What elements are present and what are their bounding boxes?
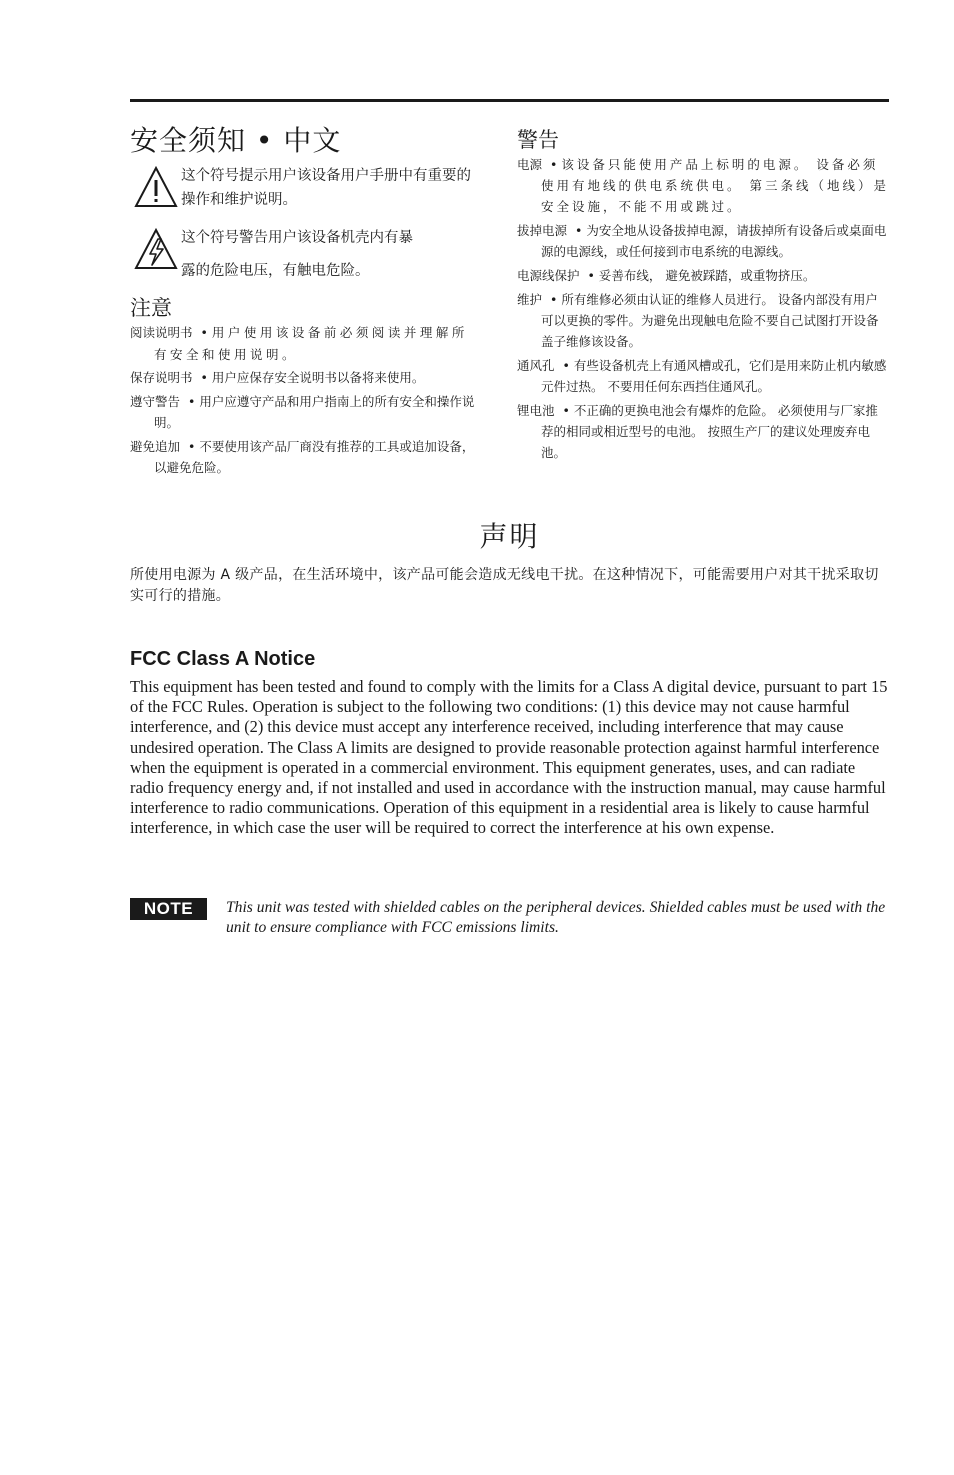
- warning-item: [517, 220, 889, 262]
- caution-text: 用户应遵守产品和用户指南上的所有安全和操作说明。: [154, 393, 475, 430]
- warning-item: [517, 289, 889, 352]
- bullet: •: [200, 325, 208, 340]
- caution-text: 不要使用该产品厂商没有推荐的工具或追加设备，以避免危险。: [154, 438, 475, 475]
- bullet: •: [188, 393, 196, 409]
- note-badge: NOTE: [130, 898, 207, 920]
- declaration-body: 所使用电源为 A 级产品，在生活环境中，该产品可能会造成无线电干扰。在这种情况下，可能需要用户对其干扰采取切实可行的措施。: [130, 567, 879, 604]
- lightning-triangle-icon: [134, 228, 178, 270]
- caution-title: 注意: [130, 296, 172, 320]
- warning-term: 锂电池: [517, 403, 555, 418]
- caution-item: [130, 367, 475, 389]
- warning-text: 妥善布线， 避免被踩踏，或重物挤压。: [598, 268, 816, 283]
- bullet: •: [550, 157, 558, 172]
- warning-text: 有些设备机壳上有通风槽或孔，它们是用来防止机内敏感元件过热。 不要用任何东西挡住通风孔。: [541, 358, 887, 394]
- note-text: This unit was tested with shielded cables on the peripheral devices. Shielded cables must be used with the unit to ensure compliance with FCC emissions limits.: [226, 899, 886, 937]
- warning-column: [517, 126, 889, 466]
- bullet: •: [587, 268, 595, 283]
- warning-item: [517, 355, 889, 397]
- warning-term: 拔掉电源: [517, 223, 568, 238]
- warning-term: 电源: [517, 157, 543, 172]
- caution-item: [130, 391, 475, 434]
- warning-term: 电源线保护: [517, 268, 580, 283]
- warning-item: [517, 154, 889, 217]
- fcc-title: FCC Class A Notice: [130, 648, 316, 670]
- warning-item: [517, 265, 889, 286]
- warning-item: [517, 400, 889, 463]
- warning-text: 为安全地从设备拔掉电源，请拔掉所有设备后或桌面电源的电源线，或任何接到市电系统的电源线。: [541, 223, 887, 259]
- fcc-body: This equipment has been tested and found to comply with the limits for a Class A digital device, pursuant to part 15 of the FCC Rules. Operation is subject to the following two conditions: (1) this device may not cause harmful interference, and (2) this device must accept any interference received, including interference that may cause undesired operation. The Class A limits are designed to provide reasonable protection against harmful interference when the equipment is operated in a commercial environment. This equipment generates, uses, and can radiate radio frequency energy and, if not installed and used in accordance with the instruction manual, may cause harmful interference to radio communications. Operation of this equipment in a residential area is likely to cause harmful interference, in which case the user will be required to correct the interference at his own expense.: [130, 677, 888, 838]
- top-rule: [130, 99, 889, 102]
- caution-term: 阅读说明书: [130, 325, 193, 340]
- bullet: •: [200, 370, 208, 385]
- warning-term: 通风孔: [517, 358, 555, 373]
- voltage-symbol-row: [130, 226, 475, 282]
- bullet: •: [562, 358, 570, 373]
- caution-term: 避免追加: [130, 438, 181, 454]
- warning-symbol-row: [130, 164, 475, 216]
- warning-text: 所有维修必须由认证的维修人员进行。 设备内部没有用户可以更换的零件。为避免出现触电危险不要自己试图打开设备盖子维修该设备。: [541, 292, 879, 349]
- caution-item: [130, 322, 475, 365]
- warning-symbol-text: 这个符号提示用户该设备用户手册中有重要的操作和维护说明。: [181, 168, 471, 208]
- bullet: •: [575, 223, 583, 238]
- safety-column: [130, 122, 475, 481]
- bullet: •: [550, 292, 558, 307]
- warning-title: 警告: [517, 128, 559, 152]
- caution-term: 保存说明书: [130, 370, 193, 385]
- warning-text: 该设备只能使用产品上标明的电源。 设备必须使用有地线的供电系统供电。 第三条线（地线）是安全设施，不能不用或跳过。: [541, 157, 889, 214]
- voltage-symbol-text-line1: 这个符号警告用户该设备机壳内有暴: [181, 230, 413, 246]
- caution-text: 用户应保存安全说明书以备将来使用。: [211, 370, 425, 385]
- exclamation-triangle-icon: [134, 166, 178, 208]
- warning-text: 不正确的更换电池会有爆炸的危险。 必须使用与厂家推荐的相同或相近型号的电池。 按照生产厂的建议处理废弃电池。: [541, 403, 878, 460]
- caution-term: 遵守警告: [130, 393, 181, 409]
- bullet: •: [188, 438, 196, 454]
- bullet: •: [562, 403, 570, 418]
- voltage-symbol-text-line2: 露的危险电压，有触电危险。: [181, 263, 370, 279]
- warning-term: 维护: [517, 292, 543, 307]
- caution-text: 用户使用该设备前必须阅读并理解所有安全和使用说明。: [154, 325, 468, 362]
- caution-item: [130, 436, 475, 479]
- safety-title: 安全须知 • 中文: [130, 124, 342, 157]
- declaration-title: 声明: [479, 520, 540, 553]
